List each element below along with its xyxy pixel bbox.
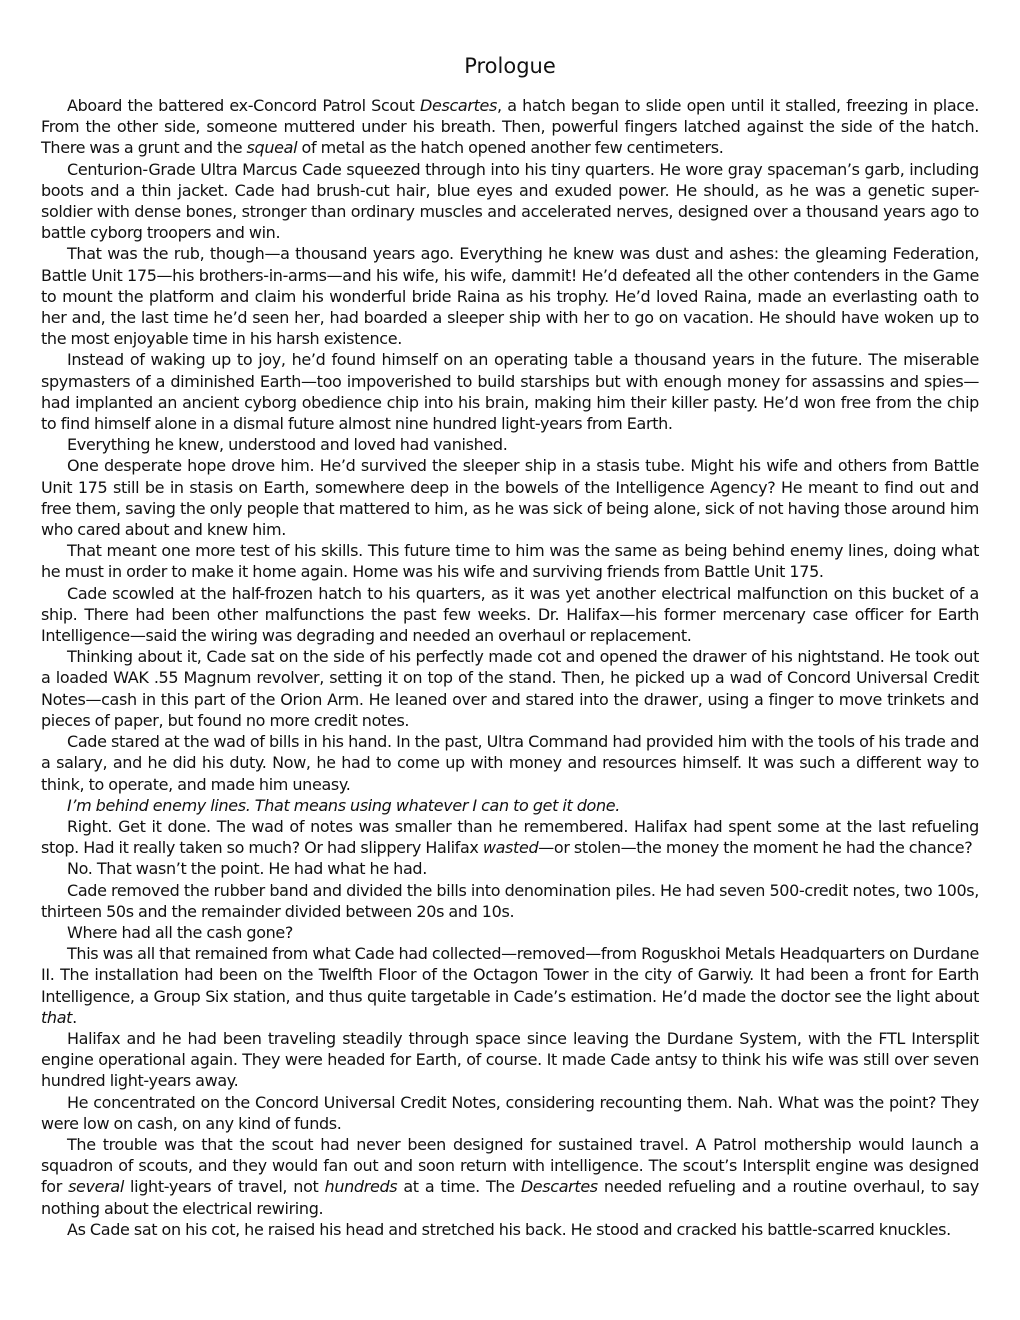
italic-text: I’m behind enemy lines. That means using whatever I can to get it done. — [67, 795, 621, 815]
text-run: Right. Get it done. The wad of notes was smaller than he remembered. Halifax had spent some at the last refueling stop. Had it really taken so much? Or had slippery Halifax — [41, 816, 979, 858]
text-run: —or stolen—the money the moment he had the chance? — [538, 838, 973, 858]
text-run: Everything he knew, understood and loved had vanished. — [67, 435, 508, 455]
text-run: He concentrated on the Concord Universal Credit Notes, considering recounting them. Nah. What was the point? They were low on cash, on any kind of funds. — [41, 1092, 979, 1133]
paragraph — [41, 1134, 979, 1219]
text-run: One desperate hope drove him. He’d survived the sleeper ship in a stasis tube. Might his wife and others from Battle Unit 175 still be in stasis on Earth, somewhere deep in the bowels of the Intelligence Agency? He meant to find out and free them, saving the only people that mattered to him, as he was sick of being alone, sick of not having those around him who cared about and knew him. — [41, 456, 979, 540]
text-run: . — [72, 1007, 77, 1027]
paragraph — [41, 646, 979, 731]
paragraph — [41, 159, 979, 244]
text-run: No. That wasn’t the point. He had what he had. — [67, 859, 427, 879]
paragraph — [41, 455, 979, 540]
paragraph — [41, 243, 979, 349]
paragraph — [41, 95, 979, 159]
paragraph — [41, 1219, 979, 1240]
paragraph — [41, 1092, 979, 1134]
paragraph — [41, 731, 979, 795]
text-run: of metal as the hatch opened another few centimeters. — [297, 138, 724, 158]
italic-text: that — [41, 1007, 73, 1027]
text-run: Thinking about it, Cade sat on the side of his perfectly made cot and opened the drawer of his nightstand. He took out a loaded WAK .55 Magnum revolver, setting it on top of the stand. Then, he picked up a wad of Concord Universal Credit Notes—cash in this part of the Orion Arm. He leaned over and stared into the drawer, using a finger to move trinkets and pieces of paper, but found no more credit notes. — [41, 647, 979, 730]
italic-text: hundreds — [324, 1177, 398, 1197]
paragraph — [41, 583, 979, 647]
text-run: That was the rub, though—a thousand years ago. Everything he knew was dust and ashes: the gleaming Federation, Battle Unit 175—his brothers-in-arms—and his wife, his wife, dammit! He’d defeated all the other contenders in the Game to mount the platform and claim his wonderful bride Raina as his trophy. He’d loved Raina, made an everlasting oath to her and, the last time he’d seen her, had boarded a sleeper ship with her to go on vacation. He should have woken up to the most enjoyable time in his harsh existence. — [41, 244, 979, 349]
text-run: light-years of travel, not — [123, 1177, 325, 1197]
text-run: Cade removed the rubber band and divided the bills into denomination piles. He had seven 500-credit notes, two 100s, thirteen 50s and the remainder divided between 20s and 10s. — [41, 880, 979, 921]
text-run: That meant one more test of his skills. This future time to him was the same as being behind enemy lines, doing what he must in order to make it home again. Home was his wife and surviving friends from Battle Unit 175. — [41, 541, 979, 582]
italic-text: Descartes — [420, 96, 498, 115]
text-run: The trouble was that the scout had never been designed for sustained travel. A Patrol mothership would launch a squadron of scouts, and they would fan out and soon return with intelligence. The scout’s Intersplit engine was designed for — [41, 1134, 979, 1197]
text-run: , a hatch began to slide open until it stalled, freezing in place. From the other side, someone muttered under his breath. Then, powerful fingers latched against the side of the hatch. There was a grunt and the — [41, 96, 979, 158]
paragraph — [41, 922, 979, 943]
paragraph — [41, 795, 979, 816]
paragraph — [41, 943, 979, 1028]
paragraph — [41, 349, 979, 434]
paragraph — [41, 858, 979, 879]
italic-text: Descartes — [520, 1177, 598, 1197]
italic-text: wasted — [482, 838, 539, 858]
text-run: Instead of waking up to joy, he’d found himself on an operating table a thousand years in the future. The miserable spymasters of a diminished Earth—too impoverished to build starships but with enough money for assassins and spies—had implanted an ancient cyborg obedience chip into his brain, making him their killer pasty. He’d won free from the chip to find himself alone in a dismal future almost nine hundred light-years from Earth. — [41, 350, 979, 434]
text-run: Aboard the battered ex-Concord Patrol Scout — [67, 96, 421, 115]
document-page — [41, 50, 979, 1240]
paragraph — [41, 816, 979, 858]
text-run: This was all that remained from what Cade had collected—removed—from Roguskhoi Metals Headquarters on Durdane II. The installation had been on the Twelfth Floor of the Octagon Tower in the city of Garwiy. It had been a front for Earth Intelligence, a Group Six station, and thus quite targetable in Cade’s estimation. He’d made the doctor see the light about — [41, 944, 979, 1006]
body-text — [41, 95, 979, 1240]
paragraph — [41, 880, 979, 922]
text-run: As Cade sat on his cot, he raised his head and stretched his back. He stood and cracked his battle-scarred knuckles. — [67, 1219, 951, 1239]
text-run: at a time. The — [397, 1177, 521, 1197]
text-run: needed refueling and a routine overhaul, to say nothing about the electrical rewiring. — [41, 1177, 979, 1218]
text-run: Halifax and he had been traveling steadily through space since leaving the Durdane System, with the FTL Intersplit engine operational again. They were headed for Earth, of course. It made Cade antsy to think his wife was still over seven hundred light-years away. — [41, 1028, 979, 1091]
italic-text: squeal — [246, 138, 298, 158]
text-run: Centurion-Grade Ultra Marcus Cade squeezed through into his tiny quarters. He wore gray spaceman’s garb, including boots and a thin jacket. Cade had brush-cut hair, blue eyes and exuded power. He should, as he was a genetic super-soldier with dense bones, stronger than ordinary muscles and accelerated nerves, designed over a thousand years ago to battle cyborg troopers and win. — [41, 159, 979, 243]
italic-text: several — [68, 1177, 124, 1197]
paragraph — [41, 540, 979, 582]
text-run: Cade stared at the wad of bills in his hand. In the past, Ultra Command had provided him with the tools of his trade and a salary, and he did his duty. Now, he had to come up with money and resources himself. It was such a different way to think, to operate, and made him uneasy. — [41, 732, 979, 794]
text-run: Where had all the cash gone? — [67, 922, 294, 942]
paragraph — [41, 1028, 979, 1092]
text-run: Cade scowled at the half-frozen hatch to his quarters, as it was yet another electrical malfunction on this bucket of a ship. There had been other malfunctions the past few weeks. Dr. Halifax—his former mercenary case officer for Earth Intelligence—said the wiring was degrading and needed an overhaul or replacement. — [41, 583, 979, 646]
paragraph — [41, 434, 979, 455]
chapter-title: Prologue — [464, 54, 556, 78]
